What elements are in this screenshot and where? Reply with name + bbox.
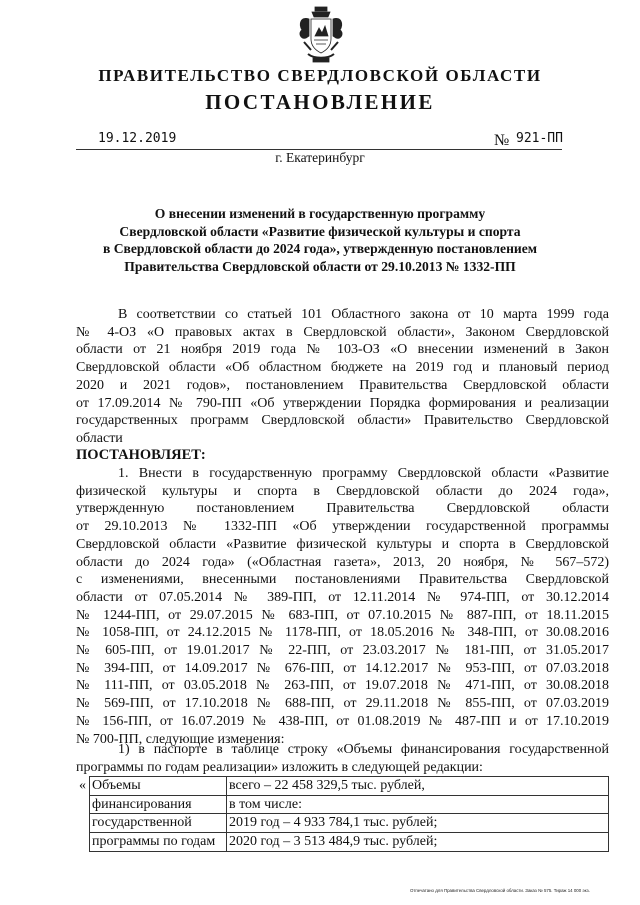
preamble-line: государственных программ Свердловской области» Правительство Свердловской: [76, 413, 609, 429]
preamble-line: В соответствии со статьей 101 Областного закона от 10 марта 1999 года: [118, 307, 609, 322]
table-row: [76, 777, 609, 796]
table-cell: 2019 год – 4 933 784,1 тыс. рублей;: [227, 814, 609, 833]
opening-quote: «: [79, 777, 86, 793]
item-line: Свердловской области «Развитие физической культуры и спорта в Свердловской: [76, 536, 609, 552]
item-line: № 111-ПП, от 03.05.2018 № 263-ПП, от 19.07.2018 № 471-ПП, от 30.08.2018: [76, 678, 609, 694]
table-row: [76, 795, 609, 814]
city: г. Екатеринбург: [275, 150, 365, 165]
subitem-line: 1) в паспорте в таблице строку «Объемы финансирования государственной: [118, 742, 609, 757]
title-line: Правительства Свердловской области от 29.10.2013 № 1332-ПП: [124, 258, 516, 274]
item-line: от 29.10.2013 № 1332-ПП «Об утверждении государственной программы: [76, 519, 609, 535]
number-sign: №: [494, 132, 510, 149]
table-cell: финансирования: [90, 795, 227, 814]
item-line: № 394-ПП, от 14.09.2017 № 676-ПП, от 14.12.2017 № 953-ПП, от 07.03.2018: [76, 660, 609, 676]
item-line: № 1244-ПП, от 29.07.2015 № 683-ПП, от 07.10.2015 № 887-ПП, от 18.11.2015: [76, 607, 609, 623]
title-line: О внесении изменений в государственную программу: [154, 206, 486, 221]
table-cell: в том числе:: [227, 795, 609, 814]
financing-table: [76, 776, 609, 852]
item-line: области до 2024 года» («Областная газета», 2013, 20 ноября, № 567–572): [76, 554, 609, 570]
title-line: Свердловской области «Развитие физической культуры и спорта: [119, 223, 521, 239]
item-line: физической культуры и спорта в Свердловской области до 2024 года»,: [76, 483, 609, 499]
coat-of-arms-icon: [296, 6, 346, 64]
preamble-line: от 17.09.2014 № 790-ПП «Об утверждении Порядка формирования и реализации: [76, 395, 609, 411]
preamble-line: № 4-ОЗ «О правовых актах в Свердловской области», Законом Свердловской: [76, 324, 609, 340]
print-footer: Отпечатано для Правительства Свердловской области. Заказ № 575. Тираж 14 000 экз.: [410, 888, 590, 893]
government-name: ПРАВИТЕЛЬСТВО СВЕРДЛОВСКОЙ ОБЛАСТИ: [98, 66, 542, 85]
item-line: 1. Внести в государственную программу Свердловской области «Развитие: [118, 466, 609, 481]
preamble-line: области от 21 ноября 2019 года № 103-ОЗ «О внесении изменений в Закон: [76, 342, 609, 358]
table-cell: Объемы: [90, 777, 227, 796]
table-row: [76, 833, 609, 852]
item-line: с изменениями, внесенными постановлениями Правительства Свердловской: [76, 572, 609, 588]
item-line: № 569-ПП, от 17.10.2018 № 688-ПП, от 29.11.2018 № 855-ПП, от 07.03.2019: [76, 696, 609, 712]
table-cell: 2020 год – 3 513 484,9 тыс. рублей;: [227, 833, 609, 852]
document-number: 921-ПП: [516, 131, 563, 146]
table-cell: всего – 22 458 329,5 тыс. рублей,: [227, 777, 609, 796]
document-date: 19.12.2019: [98, 131, 177, 146]
item-line: № 1058-ПП, от 24.12.2015 № 1178-ПП, от 18.05.2016 № 348-ПП, от 30.08.2016: [76, 625, 609, 641]
item-line: № 156-ПП, от 16.07.2019 № 438-ПП, от 01.08.2019 № 487-ПП и от 17.10.2019: [76, 713, 609, 729]
document-title: [80, 205, 560, 275]
decrees-heading: ПОСТАНОВЛЯЕТ:: [76, 447, 206, 463]
item-line: № 605-ПП, от 19.01.2017 № 22-ПП, от 23.03.2017 № 181-ПП, от 31.05.2017: [76, 643, 609, 658]
preamble-line: 2020 и 2021 годов», постановлением Правительства Свердловской области: [76, 377, 609, 393]
table-cell: государственной: [90, 814, 227, 833]
item-line: № 700-ПП, следующие изменения:: [76, 731, 285, 747]
table-row: [76, 814, 609, 833]
preamble-line: Свердловской области «Об областном бюджете на 2019 год и плановый период: [76, 360, 609, 376]
preamble-line: области: [76, 430, 123, 446]
title-line: в Свердловской области до 2024 года», утвержденную постановлением: [102, 241, 538, 257]
subitem-line: программы по годам реализации» изложить в следующей редакции:: [76, 759, 483, 775]
document-type: ПОСТАНОВЛЕНИЕ: [205, 90, 435, 114]
item-line: утвержденную постановлением Правительства Свердловской области: [76, 501, 609, 517]
table-cell: программы по годам: [90, 833, 227, 852]
item-line: области от 07.05.2014 № 389-ПП, от 12.11.2014 № 974-ПП, от 30.12.2014: [76, 589, 609, 605]
